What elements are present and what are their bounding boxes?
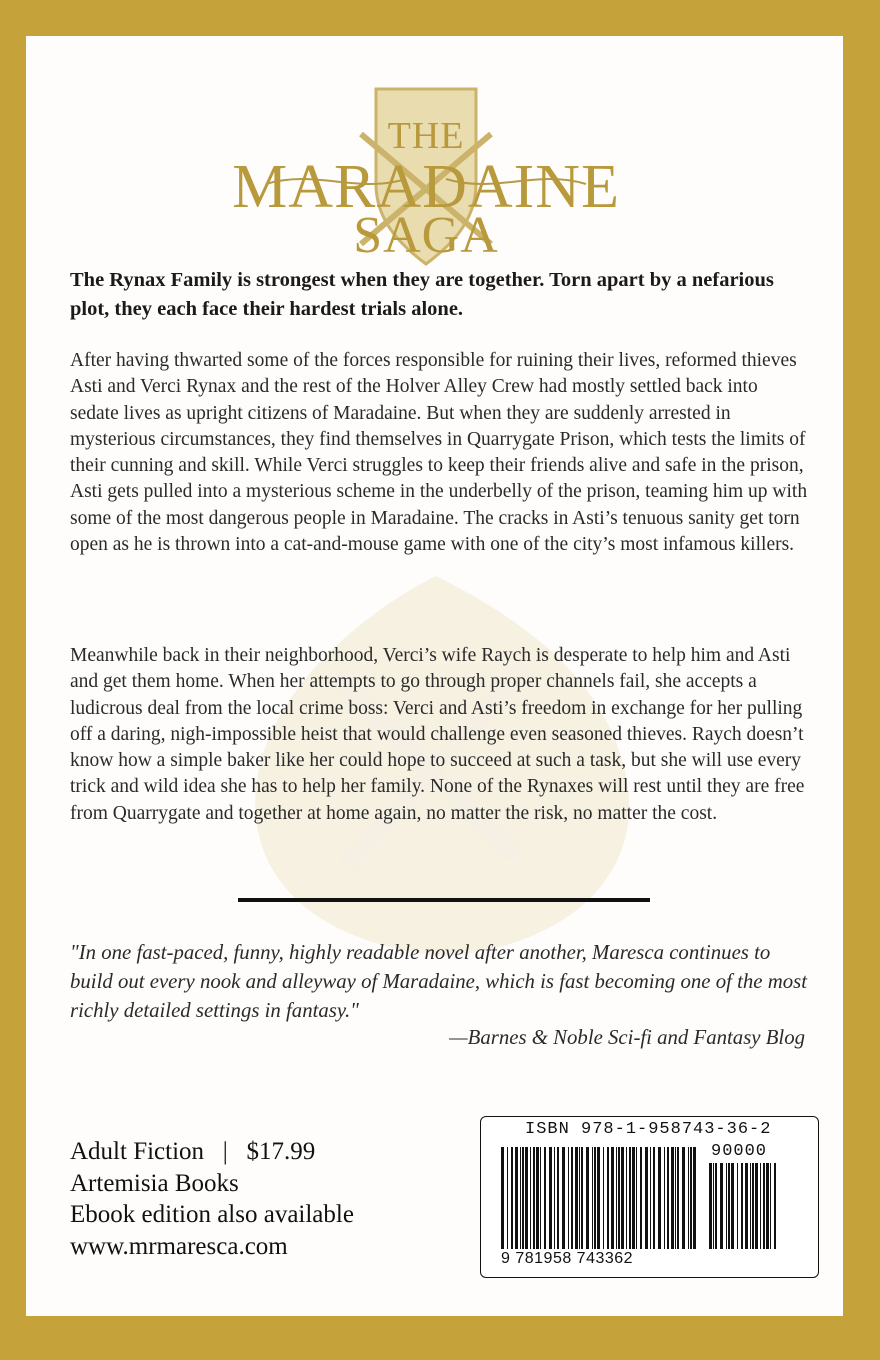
review-quote: "In one fast-paced, funny, highly readable novel after another, Maresca continues to build out every nook and alleyway of Maradaine, which is fast becoming one of the most richly detailed settings in fantasy." — [70, 941, 808, 1022]
barcode-bars-icon — [501, 1147, 701, 1249]
divider-rule — [238, 898, 650, 902]
logo-maradaine: MARADAINE — [232, 153, 620, 221]
publisher: Artemisia Books — [70, 1169, 239, 1197]
barcode-addon: 90000 — [711, 1142, 768, 1161]
blurb-lead: The Rynax Family is strongest when they are together. Torn apart by a nefarious plot, they each face their hardest trials alone. — [70, 269, 774, 320]
isbn-label: ISBN 978-1-958743-36-2 — [525, 1120, 772, 1139]
genre-price: Adult Fiction | $17.99 — [70, 1138, 316, 1165]
logo-the: THE — [387, 115, 465, 157]
addon-bars-icon — [709, 1163, 779, 1249]
isbn-barcode — [480, 1116, 819, 1278]
series-logo — [226, 74, 626, 274]
blurb-paragraph-2: Meanwhile back in their neighborhood, Verci’s wife Raych is desperate to help him and Asti and get them home. When her attempts to go through proper channels fail, she accepts a ludicrous deal from the local crime boss: Verci and Asti’s freedom in exchange for her pulling off a daring, nigh-impossible heist that would challenge even seasoned thieves. Raych doesn’t know how a simple baker like her could hope to succeed at such a task, but she will use every trick and wild idea she has to help her family. None of the Rynaxes will rest until they are free from Quarrygate and together at home again, no matter the risk, no matter the cost. — [70, 645, 805, 824]
barcode-digits: 9 781958 743362 — [501, 1250, 634, 1267]
book-info — [70, 1136, 354, 1262]
blurb-paragraph-1: After having thwarted some of the forces responsible for ruining their lives, reformed thieves Asti and Verci Rynax and the rest of the Holver Alley Crew had mostly settled back into sedate lives as upright citizens of Maradaine. But when they are suddenly arrested in mysterious circumstances, they find themselves in Quarrygate Prison, which tests the limits of their cunning and skill. While Verci struggles to keep their friends alive and safe in the prison, Asti gets pulled into a mysterious scheme in the underbelly of the prison, teaming him up with some of the most dangerous people in Maradaine. The cracks in Asti’s tenuous sanity get torn open as he is thrown into a cat-and-mouse game with one of the city’s most infamous killers. — [70, 350, 808, 556]
back-cover — [26, 36, 843, 1316]
ebook-note: Ebook edition also available — [70, 1201, 354, 1228]
website-link: www.mrmaresca.com — [70, 1232, 288, 1260]
logo-saga: SAGA — [353, 207, 499, 264]
review-source: —Barnes & Noble Sci-fi and Fantasy Blog — [449, 1026, 805, 1049]
